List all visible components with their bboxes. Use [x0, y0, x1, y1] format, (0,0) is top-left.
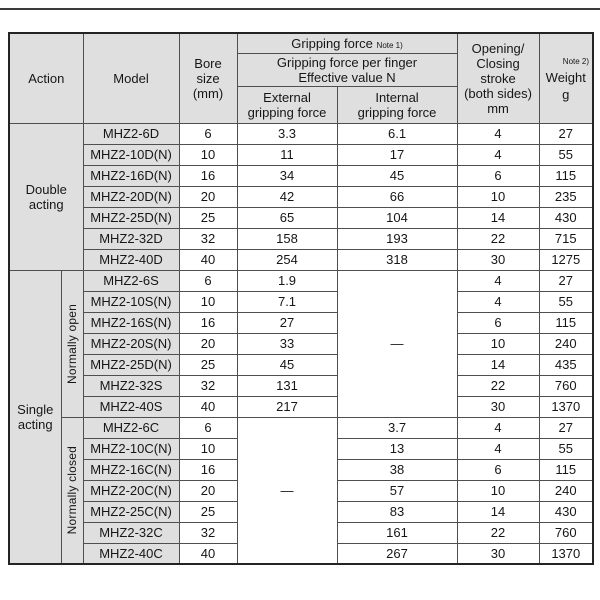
page-top-rule	[0, 8, 600, 10]
model-cell: MHZ2-16C(N)	[83, 459, 179, 480]
weight-cell: 1370	[539, 543, 593, 564]
stroke-cell: 4	[457, 123, 539, 144]
weight-cell: 115	[539, 165, 593, 186]
model-cell: MHZ2-32D	[83, 228, 179, 249]
stroke-cell: 6	[457, 165, 539, 186]
internal-force-cell: 83	[337, 501, 457, 522]
model-cell: MHZ2-40S	[83, 396, 179, 417]
external-force-cell: 1.9	[237, 270, 337, 291]
note1-ref: Note 1)	[376, 40, 403, 50]
model-cell: MHZ2-25D(N)	[83, 354, 179, 375]
external-force-cell: 33	[237, 333, 337, 354]
external-force-cell: 158	[237, 228, 337, 249]
model-cell: MHZ2-6C	[83, 417, 179, 438]
model-cell: MHZ2-20C(N)	[83, 480, 179, 501]
stroke-cell: 22	[457, 522, 539, 543]
per-finger-line: Gripping force per finger	[276, 54, 418, 70]
model-cell: MHZ2-10D(N)	[83, 144, 179, 165]
effective-value-line: Effective value N	[298, 69, 396, 85]
stroke-cell: 30	[457, 249, 539, 270]
bore-cell: 32	[179, 375, 237, 396]
bore-cell: 40	[179, 249, 237, 270]
external-force-cell: 42	[237, 186, 337, 207]
weight-label: Weight	[545, 70, 586, 86]
gripping-force-title: Gripping force	[291, 35, 373, 51]
external-force-cell: 34	[237, 165, 337, 186]
model-cell: MHZ2-16D(N)	[83, 165, 179, 186]
bore-cell: 40	[179, 543, 237, 564]
header-model: Model	[83, 33, 179, 123]
action-single-acting-cell: Single acting	[9, 270, 61, 564]
action-double-acting-cell: Double acting	[9, 123, 83, 270]
bore-cell: 25	[179, 501, 237, 522]
bore-cell: 16	[179, 459, 237, 480]
weight-unit: g	[562, 87, 570, 103]
stroke-cell: 4	[457, 291, 539, 312]
internal-force-merged-dash-cell: —	[337, 270, 457, 417]
internal-force-cell: 13	[337, 438, 457, 459]
gripper-spec-table	[8, 32, 594, 565]
header-gripping-force	[237, 33, 457, 53]
stroke-cell: 14	[457, 354, 539, 375]
weight-cell: 55	[539, 438, 593, 459]
header-weight	[539, 33, 593, 123]
internal-force-cell: 193	[337, 228, 457, 249]
normally-closed-label-cell	[61, 417, 83, 564]
model-cell: MHZ2-10C(N)	[83, 438, 179, 459]
external-line: gripping force	[247, 104, 327, 120]
internal-force-cell: 38	[337, 459, 457, 480]
bore-cell: 20	[179, 480, 237, 501]
internal-line: Internal	[375, 89, 419, 105]
internal-force-cell: 318	[337, 249, 457, 270]
bore-cell: 10	[179, 291, 237, 312]
weight-cell: 240	[539, 480, 593, 501]
weight-cell: 430	[539, 207, 593, 228]
header-stroke	[457, 33, 539, 123]
weight-cell: 715	[539, 228, 593, 249]
bore-cell: 40	[179, 396, 237, 417]
weight-cell: 115	[539, 312, 593, 333]
external-force-cell: 3.3	[237, 123, 337, 144]
bore-cell: 32	[179, 522, 237, 543]
stroke-line: Opening/	[471, 40, 525, 56]
stroke-cell: 10	[457, 186, 539, 207]
stroke-line: mm	[487, 100, 509, 116]
normally-open-label-cell	[61, 270, 83, 417]
stroke-cell: 14	[457, 207, 539, 228]
model-cell: MHZ2-16S(N)	[83, 312, 179, 333]
internal-force-cell: 6.1	[337, 123, 457, 144]
internal-force-cell: 3.7	[337, 417, 457, 438]
model-cell: MHZ2-20S(N)	[83, 333, 179, 354]
stroke-line: (both sides)	[464, 85, 532, 101]
bore-cell: 25	[179, 354, 237, 375]
stroke-cell: 30	[457, 543, 539, 564]
weight-cell: 27	[539, 270, 593, 291]
bore-cell: 32	[179, 228, 237, 249]
stroke-line: Closing	[476, 55, 520, 71]
weight-cell: 1275	[539, 249, 593, 270]
external-line: External	[263, 89, 311, 105]
internal-force-cell: 57	[337, 480, 457, 501]
bore-cell: 6	[179, 123, 237, 144]
model-cell: MHZ2-10S(N)	[83, 291, 179, 312]
bore-cell: 25	[179, 207, 237, 228]
weight-cell: 235	[539, 186, 593, 207]
weight-cell: 27	[539, 123, 593, 144]
header-internal-force	[337, 86, 457, 123]
external-force-cell: 7.1	[237, 291, 337, 312]
stroke-cell: 4	[457, 438, 539, 459]
model-cell: MHZ2-40D	[83, 249, 179, 270]
stroke-cell: 30	[457, 396, 539, 417]
bore-cell: 10	[179, 144, 237, 165]
stroke-cell: 6	[457, 312, 539, 333]
model-cell: MHZ2-6S	[83, 270, 179, 291]
model-cell: MHZ2-25D(N)	[83, 207, 179, 228]
stroke-cell: 22	[457, 228, 539, 249]
internal-force-cell: 104	[337, 207, 457, 228]
external-force-cell: 11	[237, 144, 337, 165]
external-force-cell: 254	[237, 249, 337, 270]
model-cell: MHZ2-40C	[83, 543, 179, 564]
bore-line: Bore	[194, 55, 222, 71]
model-cell: MHZ2-32S	[83, 375, 179, 396]
bore-line: (mm)	[192, 85, 224, 101]
external-force-merged-dash-cell: —	[237, 417, 337, 564]
stroke-cell: 10	[457, 480, 539, 501]
header-external-force	[237, 86, 337, 123]
stroke-line: stroke	[480, 70, 516, 86]
bore-cell: 10	[179, 438, 237, 459]
header-per-finger	[237, 53, 457, 86]
model-cell: MHZ2-25C(N)	[83, 501, 179, 522]
stroke-cell: 4	[457, 417, 539, 438]
model-cell: MHZ2-20D(N)	[83, 186, 179, 207]
stroke-cell: 4	[457, 144, 539, 165]
external-force-cell: 217	[237, 396, 337, 417]
bore-cell: 6	[179, 270, 237, 291]
bore-cell: 16	[179, 165, 237, 186]
header-action: Action	[9, 33, 83, 123]
external-force-cell: 131	[237, 375, 337, 396]
weight-cell: 55	[539, 291, 593, 312]
weight-cell: 115	[539, 459, 593, 480]
header-bore-size	[179, 33, 237, 123]
bore-line: size	[196, 70, 220, 86]
external-force-cell: 65	[237, 207, 337, 228]
weight-cell: 760	[539, 375, 593, 396]
bore-cell: 6	[179, 417, 237, 438]
weight-cell: 1370	[539, 396, 593, 417]
stroke-cell: 22	[457, 375, 539, 396]
internal-force-cell: 66	[337, 186, 457, 207]
external-force-cell: 27	[237, 312, 337, 333]
internal-force-cell: 17	[337, 144, 457, 165]
weight-cell: 240	[539, 333, 593, 354]
weight-cell: 55	[539, 144, 593, 165]
internal-force-cell: 267	[337, 543, 457, 564]
weight-cell: 760	[539, 522, 593, 543]
bore-cell: 16	[179, 312, 237, 333]
note2-ref: Note 2)	[562, 57, 590, 67]
bore-cell: 20	[179, 186, 237, 207]
internal-force-cell: 161	[337, 522, 457, 543]
weight-cell: 435	[539, 354, 593, 375]
stroke-cell: 4	[457, 270, 539, 291]
model-cell: MHZ2-32C	[83, 522, 179, 543]
stroke-cell: 14	[457, 501, 539, 522]
normally-closed-label: Normally closed	[64, 446, 79, 535]
normally-open-label: Normally open	[64, 303, 79, 384]
external-force-cell: 45	[237, 354, 337, 375]
internal-line: gripping force	[357, 104, 437, 120]
weight-cell: 27	[539, 417, 593, 438]
model-cell: MHZ2-6D	[83, 123, 179, 144]
bore-cell: 20	[179, 333, 237, 354]
stroke-cell: 6	[457, 459, 539, 480]
internal-force-cell: 45	[337, 165, 457, 186]
stroke-cell: 10	[457, 333, 539, 354]
weight-cell: 430	[539, 501, 593, 522]
